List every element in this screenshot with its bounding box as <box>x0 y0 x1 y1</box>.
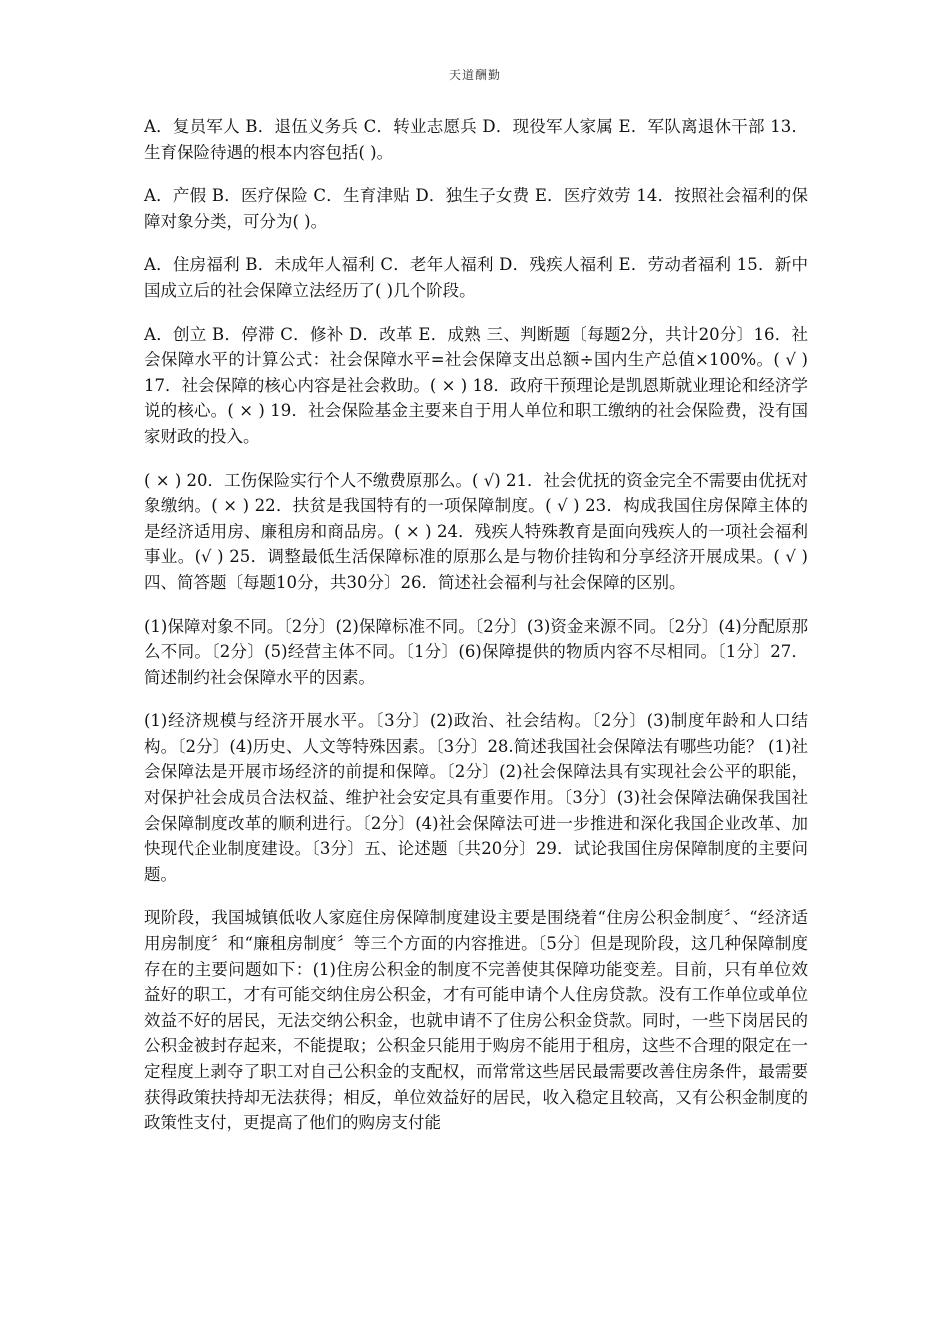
paragraph-8: 现阶段，我国城镇低收人家庭住房保障制度建设主要是围绕着“住房公积金制度〞、“经济适用房制度〞和“廉租房制度〞等三个方面的内容推进。〔5分〕但是现阶段，这几种保障制度存在的主要问题如下：(1)住房公积金的制度不完善使其保障功能变差。目前，只有单位效益好的职工，才有可能交纳住房公积金，才有可能申请个人住房贷款。没有工作单位或单位效益不好的居民，无法交纳公积金，也就申请不了住房公积金贷款。同时，一些下岗居民的公积金被封存起来，不能提取；公积金只能用于购房不能用于租房，这些不合理的限定在一定程度上剥夺了职工对自己公积金的支配权，而常常这些居民最需要改善住房条件，最需要获得政策扶持却无法获得；相反，单位效益好的居民，收入稳定且较高，又有公积金制度的政策性支付，更提高了他们的购房支付能 <box>144 908 808 1133</box>
paragraph-4: A．创立 B．停滞 C．修补 D．改革 E．成熟 三、判断题〔每题2分，共计20分〕16．社会保障水平的计算公式：社会保障水平=社会保障支出总额÷国内生产总值×100%。( √ ) 17．社会保障的核心内容是社会救助。( × ) 18．政府干预理论是凯恩斯就业理论和经济学说的核心。( × ) 19．社会保险基金主要来自于用人单位和职工缴纳的社会保险费，没有国家财政的投入。 <box>144 324 808 446</box>
paragraph-7: (1)经济规模与经济开展水平。〔3分〕(2)政治、社会结构。〔2分〕(3)制度年龄和人口结构。〔2分〕(4)历史、人文等特殊因素。〔3分〕28.简述我国社会保障法有哪些功能？ (1)社会保障法是开展市场经济的前提和保障。〔2分〕(2)社会保障法具有实现社会公平的职能，对保护社会成员合法权益、维护社会安定具有重要作用。〔3分〕(3)社会保障法确保我国社会保障制度改革的顺利进行。〔2分〕(4)社会保障法可进一步推进和深化我国企业改革、加快现代企业制度建设。〔3分〕五、论述题〔共20分〕29．试论我国住房保障制度的主要问题。 <box>144 711 808 884</box>
paragraph-2: A．产假 B．医疗保险 C．生育津贴 D．独生子女费 E．医疗效劳 14．按照社会福利的保障对象分类，可分为( )。 <box>144 186 808 231</box>
document-body <box>144 114 808 1154</box>
paragraph-3: A．住房福利 B．未成年人福利 C．老年人福利 D．残疾人福利 E．劳动者福利 15．新中国成立后的社会保障立法经历了( )几个阶段。 <box>144 255 808 300</box>
page-header: 天道酬勤 <box>448 68 501 82</box>
paragraph-6: (1)保障对象不同。〔2分〕(2)保障标准不同。〔2分〕(3)资金来源不同。〔2分〕(4)分配原那么不同。〔2分〕(5)经营主体不同。〔1分〕(6)保障提供的物质内容不尽相同。〔1分〕27．简述制约社会保障水平的因素。 <box>144 616 808 687</box>
paragraph-1: A．复员军人 B．退伍义务兵 C．转业志愿兵 D．现役军人家属 E．军队离退休干部 13．生育保险待遇的根本内容包括( )。 <box>144 117 808 162</box>
paragraph-5: ( × ) 20．工伤保险实行个人不缴费原那么。( √) 21．社会优抚的资金完全不需要由优抚对象缴纳。( × ) 22．扶贫是我国特有的一项保障制度。( √ ) 23．构成我国住房保障主体的是经济适用房、廉租房和商品房。( × ) 24．残疾人特殊教育是面向残疾人的一项社会福利事业。(√ ) 25．调整最低生活保障标准的原那么是与物价挂钩和分享经济开展成果。( √ ) 四、简答题〔每题10分，共30分〕26．简述社会福利与社会保障的区别。 <box>144 470 808 592</box>
